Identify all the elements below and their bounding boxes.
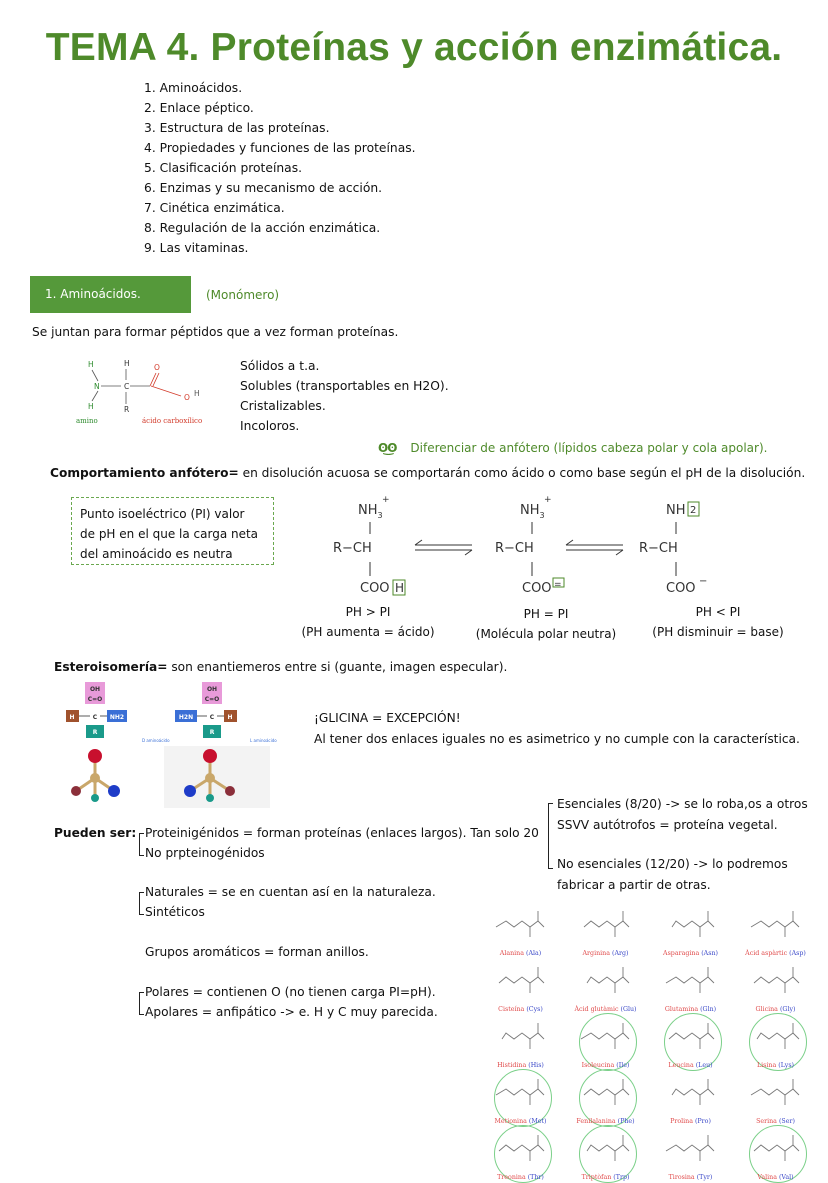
amino-acid-label: Leucina — [668, 1062, 696, 1069]
glycine-title: ¡GLICINA = EXCEPCIÓN! — [314, 711, 461, 725]
amino-acid-name — [733, 950, 818, 957]
classification-item: No prpteinogénidos — [145, 846, 265, 860]
charge-plus: + — [382, 495, 390, 505]
amino-acid-structure — [74, 354, 224, 432]
essential-line: fabricar a partir de otras. — [557, 878, 711, 892]
bracket — [139, 892, 144, 915]
classification-item: Sintéticos — [145, 905, 205, 919]
amino-acid-cell — [478, 959, 563, 1015]
amino-acid-abbr: (Pro) — [694, 1118, 711, 1125]
c-atom: C — [124, 382, 130, 391]
amphoteric-definition — [50, 466, 805, 480]
molecule-sketch — [486, 1131, 556, 1165]
amino-acid-label: Glicina — [755, 1006, 780, 1013]
amino-acid-label: Arginina — [582, 950, 612, 957]
toc-item: 4. Propiedades y funciones de las proteínas. — [144, 141, 416, 155]
amino-acid-label: Fenilalanina — [576, 1118, 618, 1125]
subscript-2: 2 — [690, 505, 697, 516]
ph-note: (PH aumenta = ácido) — [301, 625, 435, 639]
amino-acid-label: Isoleucina — [581, 1062, 617, 1069]
section-subtitle: (Monómero) — [206, 288, 280, 302]
amino-acid-label: Serina — [756, 1118, 779, 1125]
essential-line: Esenciales (8/20) -> se lo roba,os a otros — [557, 797, 808, 811]
toc-item: 2. Enlace péptico. — [144, 101, 254, 115]
amino-acid-name — [733, 1006, 818, 1013]
toc-item: 9. Las vitaminas. — [144, 241, 249, 255]
toc-item: 5. Clasificación proteínas. — [144, 161, 303, 175]
amino-acid-name — [648, 1118, 733, 1125]
list-item: Solubles (transportables en H2O). — [240, 379, 449, 393]
amino-acid-name — [648, 1006, 733, 1013]
molecule-sketch — [571, 1131, 641, 1165]
h-label: H — [69, 714, 75, 721]
h-atom: H — [124, 359, 130, 368]
amino-acid-label: Metionina — [494, 1118, 529, 1125]
amino-acid-name — [563, 1118, 648, 1125]
term-text: en disolución acuosa se comportarán como ácido o como base según el pH de la disolución. — [238, 466, 806, 480]
amino-acid-cell — [563, 903, 648, 959]
amino-acid-cell — [478, 903, 563, 959]
amino-acid-name — [733, 1174, 818, 1181]
amino-acid-name — [563, 1174, 648, 1181]
amino-acid-row — [478, 1071, 818, 1127]
amino-acid-cell — [648, 959, 733, 1015]
amino-acid-cell — [478, 1127, 563, 1183]
molecule-sketch — [741, 1131, 811, 1165]
amino-label: amino — [76, 417, 98, 425]
toc-item: 3. Estructura de las proteínas. — [144, 121, 330, 135]
oh-label: OH — [89, 686, 101, 693]
classification-item: Grupos aromáticos = forman anillos. — [145, 945, 369, 959]
amino-acid-cell — [733, 959, 818, 1015]
amino-acid-name — [648, 1174, 733, 1181]
nh3-group: $NH_3$ — [520, 503, 545, 520]
classification-item: Polares = contienen O (no tienen carga PI=pH). — [145, 985, 436, 999]
term-text: son enantiemeros entre si (guante, imagen especular). — [167, 660, 508, 674]
toc-item: 8. Regulación de la acción enzimática. — [144, 221, 381, 235]
amino-acid-row — [478, 1015, 818, 1071]
molecule-sketch — [571, 963, 641, 997]
c-label: C — [92, 714, 98, 721]
molecule-sketch — [486, 907, 556, 941]
amino-acid-abbr: (Val) — [778, 1174, 794, 1181]
molecule-sketch — [486, 1075, 556, 1109]
amino-acid-abbr: (Asn) — [701, 950, 718, 957]
classification-item: Naturales = se en cuentan así en la naturaleza. — [145, 885, 436, 899]
r-label: R — [209, 729, 215, 736]
acid-label: ácido carboxílico — [142, 417, 203, 425]
amino-acid-abbr: (Gly) — [779, 1006, 796, 1013]
amino-acid-abbr: (Thr) — [527, 1174, 544, 1181]
h-atom: H — [88, 360, 94, 369]
classification-item: Proteinigénidos = forman proteínas (enlaces largos). Tan solo 20 — [145, 826, 539, 840]
h2n-label: H2N — [178, 714, 194, 721]
r-ch-group: R−CH — [639, 541, 678, 556]
molecule-sketch — [486, 963, 556, 997]
pueden-label: Pueden ser: — [54, 826, 137, 840]
caption-l: L aminoácido — [250, 738, 277, 743]
intro-text: Se juntan para formar péptidos que a vez forman proteínas. — [32, 325, 399, 339]
stereo-definition — [54, 660, 507, 674]
molecule-sketch — [656, 963, 726, 997]
coo-group: COO — [522, 581, 552, 596]
bracket — [139, 833, 144, 856]
amino-acid-abbr: (Arg) — [611, 950, 629, 957]
amino-acid-label: Asparagina — [663, 950, 702, 957]
list-item: Incoloros. — [240, 419, 300, 433]
essential-line: SSVV autótrofos = proteína vegetal. — [557, 818, 778, 832]
charge-minus: − — [699, 576, 708, 587]
amino-acid-cell — [478, 1015, 563, 1071]
amino-acid-name — [478, 1006, 563, 1013]
molecule-sketch — [741, 963, 811, 997]
amino-acid-name — [648, 1062, 733, 1069]
amino-acid-name — [478, 1118, 563, 1125]
page-title: TEMA 4. Proteínas y acción enzimática. — [45, 26, 783, 69]
bracket — [139, 992, 144, 1015]
coo-group: COO — [360, 581, 390, 596]
amino-acid-cell — [733, 1071, 818, 1127]
amino-acid-cell — [563, 1127, 648, 1183]
amino-acid-abbr: (Gln) — [700, 1006, 717, 1013]
molecule-sketch — [656, 907, 726, 941]
glycine-text: Al tener dos enlaces iguales no es asimetrico y no cumple con la característica. — [314, 732, 800, 746]
nh3-group: $NH_3$ — [358, 503, 383, 520]
amino-acid-cell — [733, 1015, 818, 1071]
section-header: 1. Aminoácidos. — [30, 276, 191, 313]
term-label: Esteroisomería= — [54, 660, 168, 674]
text-line: del aminoácido es neutra — [80, 547, 233, 561]
molecule-sketch — [656, 1019, 726, 1053]
isoelectric-box — [71, 497, 274, 565]
amino-acid-abbr: (Trp) — [613, 1174, 630, 1181]
o-atom: O — [154, 363, 160, 372]
amino-acid-label: Glutamina — [664, 1006, 701, 1013]
term-label: Comportamiento anfótero= — [50, 466, 239, 480]
amino-acid-cell — [733, 1127, 818, 1183]
r-ch-group: R−CH — [495, 541, 534, 556]
amino-acid-name — [478, 950, 563, 957]
ph-condition: PH < PI — [695, 605, 741, 619]
amino-acid-label: Triptòfan — [581, 1174, 614, 1181]
properties-list — [240, 356, 449, 436]
h-atom: H — [395, 581, 405, 595]
ph-condition: PH > PI — [345, 605, 391, 619]
amino-acid-row — [478, 903, 818, 959]
amino-acid-cell — [648, 1127, 733, 1183]
amino-acid-label: Lisina — [756, 1062, 779, 1069]
amino-acid-cell — [648, 1015, 733, 1071]
amino-acid-label: Àcid aspàrtic — [745, 950, 790, 957]
bracket — [548, 803, 553, 869]
molecule-sketch — [656, 1075, 726, 1109]
o-atom: O — [184, 393, 190, 402]
amino-acid-cell — [648, 903, 733, 959]
charge-plus: + — [544, 495, 552, 505]
classification-item: Apolares = anfipático -> e. H y C muy parecida. — [145, 1005, 438, 1019]
amino-acid-abbr: (Phe) — [617, 1118, 635, 1125]
amino-acid-row — [478, 959, 818, 1015]
amino-acid-name — [563, 1062, 648, 1069]
co-label: C=O — [204, 696, 220, 703]
molecule-sketch — [741, 907, 811, 941]
amino-acid-label: Alanina — [499, 950, 526, 957]
amphoteric-note — [378, 441, 767, 455]
amino-acid-cell — [563, 1071, 648, 1127]
amino-acid-name — [478, 1062, 563, 1069]
amino-acid-label: Àcid glutàmic — [574, 1006, 621, 1013]
amino-acid-cell — [733, 903, 818, 959]
toc-item: 7. Cinética enzimática. — [144, 201, 285, 215]
caption-d: D aminoácido — [142, 738, 170, 743]
amino-acid-label: Prolina — [670, 1118, 695, 1125]
amino-acid-row — [478, 1127, 818, 1183]
r-ch-group: R−CH — [333, 541, 372, 556]
amino-acid-abbr: (Leu) — [695, 1062, 713, 1069]
amino-acid-abbr: (His) — [528, 1062, 544, 1069]
eyes-icon: ʘ͜ʘ — [378, 441, 397, 455]
amino-acid-label: Valina — [757, 1174, 779, 1181]
amino-acid-label: Tirosina — [668, 1174, 697, 1181]
amino-acid-cell — [648, 1071, 733, 1127]
h-label: H — [227, 714, 233, 721]
amino-acid-abbr: (Ser) — [778, 1118, 795, 1125]
amino-acid-name — [563, 950, 648, 957]
charge-minus: = — [554, 580, 562, 590]
n-atom: N — [94, 382, 100, 391]
molecule-sketch — [571, 1019, 641, 1053]
list-item: Cristalizables. — [240, 399, 326, 413]
molecule-sketch — [656, 1131, 726, 1165]
enantiomer-diagram — [62, 680, 277, 808]
amino-acid-name — [478, 1174, 563, 1181]
c-label: C — [209, 714, 215, 721]
list-item: Sólidos a t.a. — [240, 359, 320, 373]
table-of-contents — [144, 78, 416, 258]
toc-item: 1. Aminoácidos. — [144, 81, 243, 95]
amino-acid-abbr: (Ala) — [525, 950, 542, 957]
ph-condition: PH = PI — [523, 607, 569, 621]
essential-line: No esenciales (12/20) -> lo podremos — [557, 857, 788, 871]
amino-acid-name — [733, 1062, 818, 1069]
amino-acid-label: Treonina — [497, 1174, 528, 1181]
note-text: Diferenciar de anfótero (lípidos cabeza polar y cola apolar). — [410, 441, 768, 455]
text-line: de pH en el que la carga neta — [80, 527, 259, 541]
amino-acid-cell — [563, 959, 648, 1015]
h-atom: H — [194, 389, 200, 398]
toc-item: 6. Enzimas y su mecanismo de acción. — [144, 181, 383, 195]
amino-acid-name — [648, 950, 733, 957]
amino-acid-abbr: (Cys) — [526, 1006, 543, 1013]
amino-acid-abbr: (Tyr) — [696, 1174, 713, 1181]
amino-acid-abbr: (Glu) — [620, 1006, 637, 1013]
amino-acid-name — [563, 1006, 648, 1013]
amino-acid-abbr: (Asp) — [789, 950, 806, 957]
amino-acid-label: Cisteína — [498, 1006, 527, 1013]
nh2-label: NH2 — [109, 714, 125, 721]
co-label: C=O — [87, 696, 103, 703]
amino-acid-name — [733, 1118, 818, 1125]
amino-acid-cell — [563, 1015, 648, 1071]
ph-note: (Molécula polar neutra) — [475, 627, 617, 641]
ph-note: (PH disminuir = base) — [652, 625, 784, 639]
oh-label: OH — [206, 686, 218, 693]
molecule-sketch — [741, 1075, 811, 1109]
molecule-sketch — [486, 1019, 556, 1053]
amino-acid-abbr: (Met) — [528, 1118, 547, 1125]
r-label: R — [92, 729, 98, 736]
r-group: R — [124, 405, 130, 414]
amino-acid-label: Histidina — [497, 1062, 529, 1069]
nh2-group: NH — [666, 503, 686, 518]
amino-acid-abbr: (Ile) — [616, 1062, 630, 1069]
amino-acid-abbr: (Lys) — [778, 1062, 795, 1069]
coo-group: COO — [666, 581, 696, 596]
h-atom: H — [88, 402, 94, 411]
molecule-sketch — [741, 1019, 811, 1053]
amino-acid-cell — [478, 1071, 563, 1127]
molecule-sketch — [571, 1075, 641, 1109]
text-line: Punto isoeléctrico (PI) valor — [80, 507, 245, 521]
equilibrium-diagram — [300, 492, 820, 650]
molecule-sketch — [571, 907, 641, 941]
